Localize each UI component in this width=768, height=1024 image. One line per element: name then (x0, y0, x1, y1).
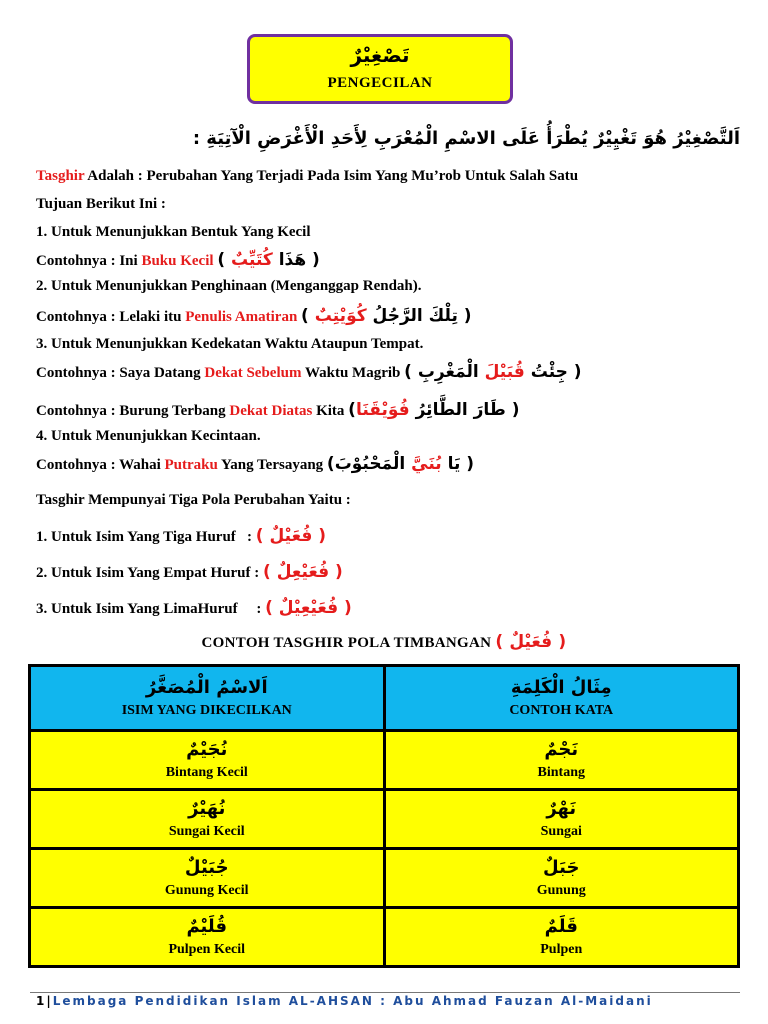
table-row (30, 908, 739, 967)
example-line: Contohnya : Saya Datang Dekat Sebelum Waktu Magrib ( جِئْتُ قُبَيْلَ الْمَغْرِبِ ) (36, 362, 582, 382)
example-arabic: ( هَذَا كُتَيِّبٌ ) (217, 250, 320, 270)
pattern-line: 2. Untuk Isim Yang Empat Huruf : ( فُعَيْعِلٌ ) (36, 562, 343, 582)
point-heading: 3. Untuk Menunjukkan Kedekatan Waktu Ataupun Tempat. (36, 336, 424, 352)
header-cell-small: اَلاسْمُ الْمُصَغَّرُ ISIM YANG DIKECILKAN (30, 666, 385, 731)
example-arabic: ( جِئْتُ قُبَيْلَ الْمَغْرِبِ ) (404, 362, 582, 382)
cell-small: نُهَيْرٌ Sungai Kecil (30, 790, 385, 849)
section-title: CONTOH TASGHIR POLA TIMBANGAN ( فُعَيْلٌ ) (201, 632, 567, 652)
footer-text: Lembaga Pendidikan Islam AL-AHSAN : Abu Ahmad Fauzan Al-Maidani (52, 994, 653, 1008)
pattern-arabic: ( فُعَيْلٌ ) (255, 526, 327, 546)
cell-small: جُبَيْلٌ Gunung Kecil (30, 849, 385, 908)
example-line: Contohnya : Ini Buku Kecil ( هَذَا كُتَيِّبٌ ) (36, 250, 320, 270)
example-arabic: ( طَارَ الطَّائِرُ فُوَيْقَنَا) (348, 400, 520, 420)
intro-text: Adalah : Perubahan Yang Terjadi Pada Isim Yang Mu’rob Untuk Salah Satu (84, 168, 579, 184)
cell-word: جَبَلٌ Gunung (384, 849, 739, 908)
intro-term: Tasghir (36, 168, 85, 184)
header-cell-word: مِثَالُ الْكَلِمَةِ CONTOH KATA (384, 666, 739, 731)
pattern-arabic: ( فُعَيْعِلٌ ) (263, 562, 343, 582)
footer (36, 994, 653, 1008)
intro-line-1 (36, 168, 578, 185)
example-line: Contohnya : Burung Terbang Dekat Diatas Kita ( طَارَ الطَّائِرُ فُوَيْقَنَا) (36, 400, 520, 420)
cell-small: قُلَيْمٌ Pulpen Kecil (30, 908, 385, 967)
footer-divider (30, 992, 740, 993)
table-row (30, 849, 739, 908)
pattern-line: 1. Untuk Isim Yang Tiga Huruf : ( فُعَيْلٌ ) (36, 526, 327, 546)
example-highlight: Penulis Amatiran (185, 309, 298, 325)
example-arabic: ( تِلْكَ الرَّجُلُ كُوَيْتِبٌ ) (301, 306, 472, 326)
page-number: 1| (36, 994, 53, 1008)
definition-arabic: اَلتَّصْغِيْرُ هُوَ تَغْيِيْرٌ يُطْرَأُ عَلَى الاسْمِ الْمُعْرَبِ لِأَحَدِ الْأَغْرَضِ الْآتِيَةِ : (192, 128, 740, 149)
example-highlight: Putraku (164, 457, 218, 473)
point-heading: 1. Untuk Menunjukkan Bentuk Yang Kecil (36, 224, 311, 240)
example-line: Contohnya : Wahai Putraku Yang Tersayang ( يَا بُنَيَّ الْمَحْبُوْبَ) (36, 454, 475, 474)
table-row (30, 731, 739, 790)
pattern-line: 3. Untuk Isim Yang LimaHuruf : ( فُعَيْعِيْلٌ ) (36, 598, 352, 618)
intro-line-2: Tujuan Berikut Ini : (36, 196, 166, 212)
example-highlight: Dekat Sebelum (204, 365, 302, 381)
cell-small: نُجَيْمٌ Bintang Kecil (30, 731, 385, 790)
table-header-row (30, 666, 739, 731)
cell-word: نَجْمٌ Bintang (384, 731, 739, 790)
point-heading: 4. Untuk Menunjukkan Kecintaan. (36, 428, 261, 444)
tasghir-table (28, 664, 740, 968)
example-arabic: ( يَا بُنَيَّ الْمَحْبُوْبَ) (326, 454, 475, 474)
section-pattern: ( فُعَيْلٌ ) (495, 632, 567, 652)
title-box (247, 34, 513, 104)
example-highlight: Buku Kecil (141, 253, 214, 269)
point-heading: 2. Untuk Menunjukkan Penghinaan (Menganggap Rendah). (36, 278, 422, 294)
title-arabic: تَصْغِيْرٌ (350, 43, 410, 67)
pattern-arabic: ( فُعَيْعِيْلٌ ) (265, 598, 352, 618)
example-highlight: Dekat Diatas (229, 403, 313, 419)
example-line: Contohnya : Lelaki itu Penulis Amatiran ( تِلْكَ الرَّجُلُ كُوَيْتِبٌ ) (36, 306, 472, 326)
cell-word: نَهْرٌ Sungai (384, 790, 739, 849)
patterns-intro: Tasghir Mempunyai Tiga Pola Perubahan Yaitu : (36, 492, 351, 508)
table-row (30, 790, 739, 849)
title-latin: PENGECILAN (327, 75, 433, 91)
cell-word: قَلَمٌ Pulpen (384, 908, 739, 967)
